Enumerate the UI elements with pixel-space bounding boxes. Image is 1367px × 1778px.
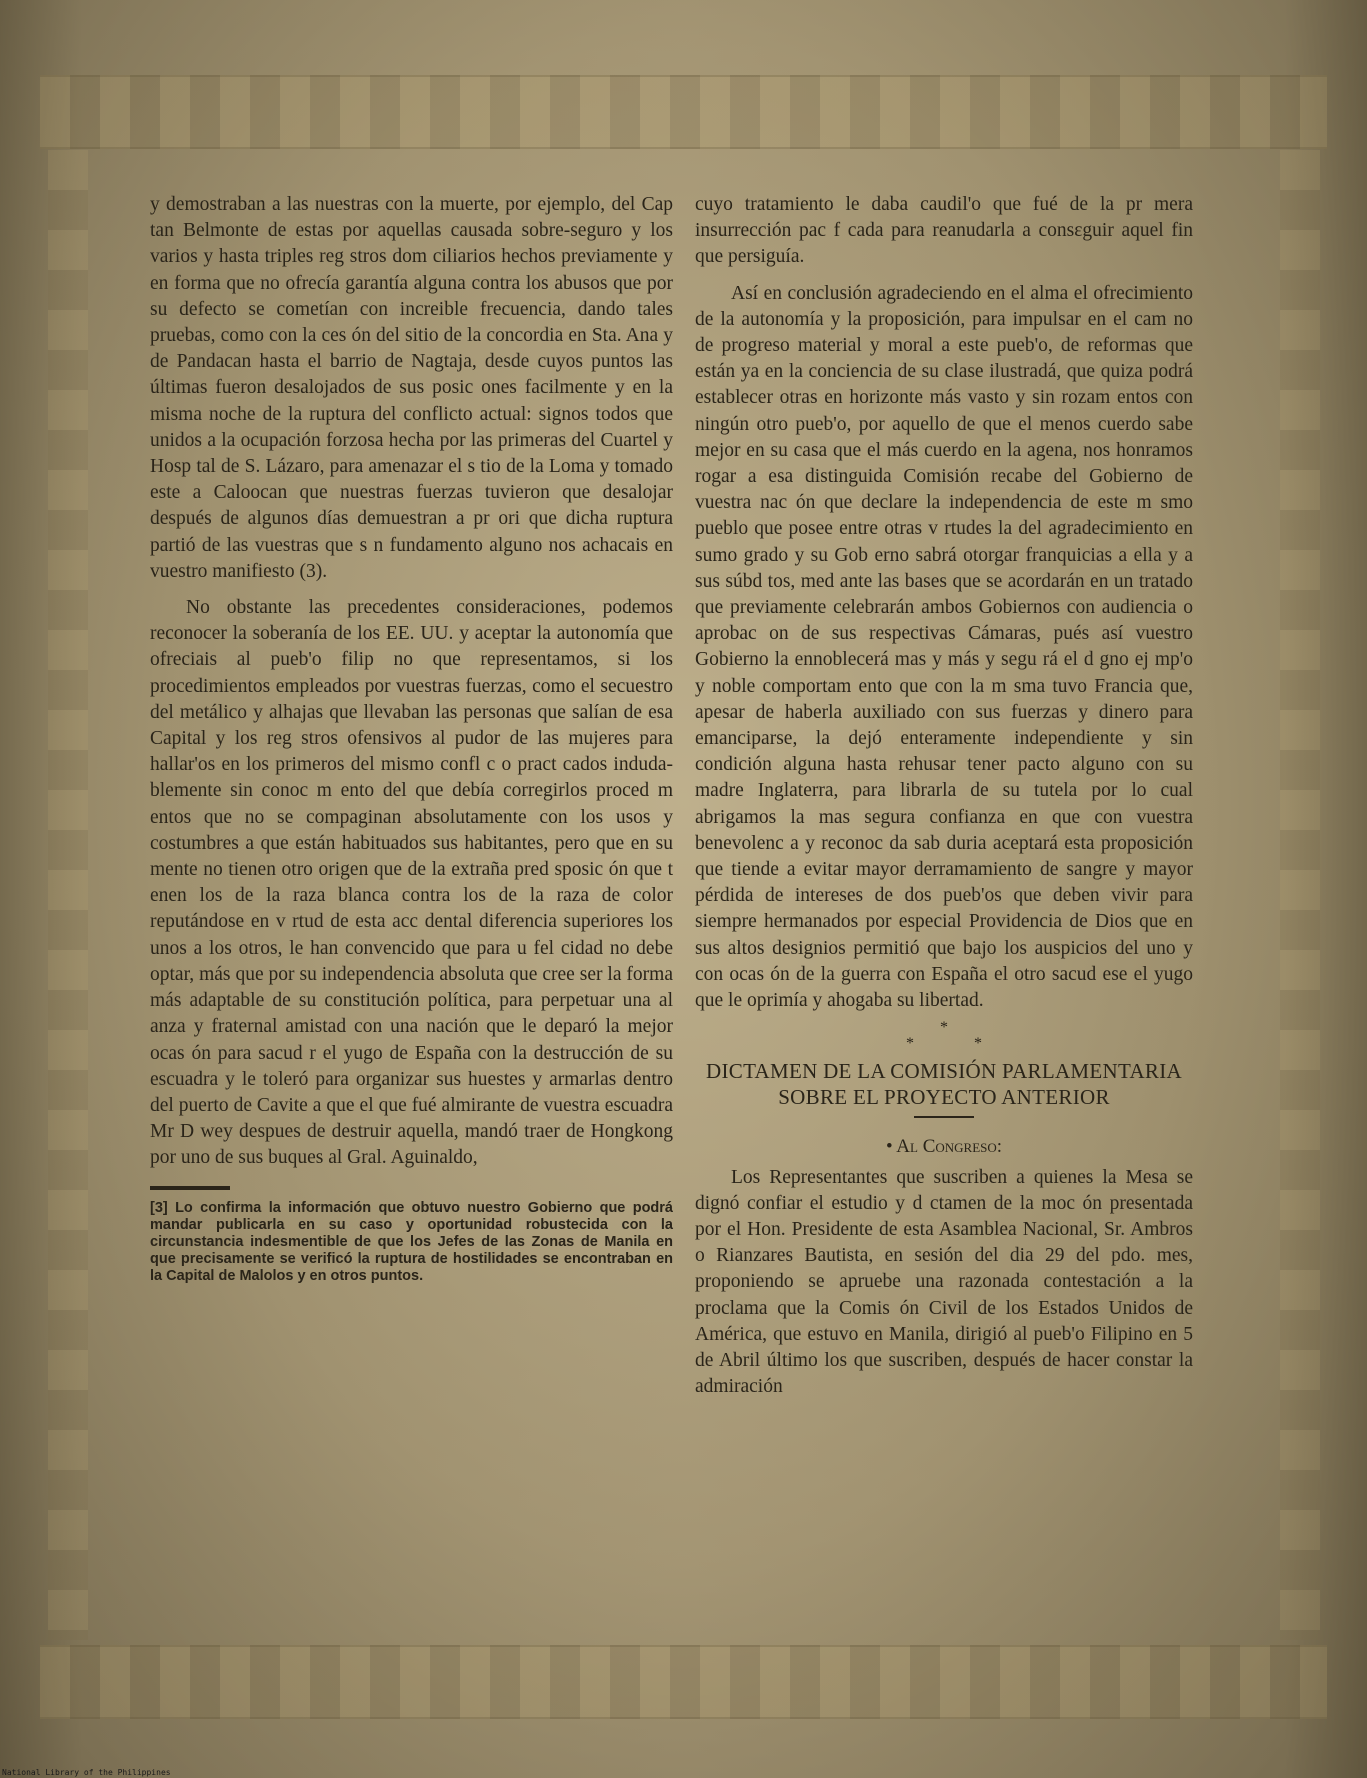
heading-line-2: SOBRE EL PROYECTO ANTERIOR <box>778 1085 1110 1110</box>
heading-line-1: DICTAMEN DE LA COMISIÓN PARLAMENTARIA <box>706 1059 1182 1084</box>
section-heading <box>695 1058 1193 1110</box>
library-credit: National Library of the Philippines <box>2 1768 171 1777</box>
decorative-left-border <box>48 150 88 1640</box>
decorative-top-border <box>40 75 1327 149</box>
heading-rule <box>914 1116 974 1118</box>
left-paragraph-2: No obstante las precedentes consideraciones, podemos reconocer la soberanía de los EE. UU. y aceptar la autonomía que ofreciais al pueb'o filip no que representamos, si los procedimientos empleados por vuestras fuerzas, como el secuestro del metálico y alhajas que llevaban las personas que salían de esa Capital y los reg stros ofensivos al pudor de las mujeres para hallar'os en los primeros del mismo confl c o pract cados induda-blemente sin conoc m ento del que debía corregirlos proced m entos que no se compaginan absolutamente con los usos y costumbres a que están habituados sus habitantes, pero que en su mente no tienen otro origen que de la extraña pred sposic ón que t enen los de la raza blanca contra los de la raza de color reputándose en v rtud de esta acc dental diferencia superiores los unos a los otros, le han convencido que para u fel cidad no debe optar, más que por su independencia absoluta que cree ser la forma más adaptable de su constitución política, para perpetuar una al anza y fraternal amistad con una nación que le deparó la mejor ocas ón para sacud r el yugo de España con la destrucción de su escuadra y le toleró para organizar sus huestes y armarlas dentro del puerto de Cavite a que el que fué almirante de vuestra escuadra Mr D wey despues de destruir aquella, mandó traer de Hongkong por uno de sus buques al Gral. Aguinaldo, <box>150 597 673 1169</box>
stars-line-1: * <box>940 1019 948 1037</box>
footnote: [3] Lo confirma la información que obtuvo nuestro Gobierno que podrá mandar publicarla en su caso y oportunidad robustecida con la circunstancia indesmentible de que los Jefes de las Zonas de Manila en que precisamente se verificó la ruptura de hostilidades se encontraban en la Capital de Malolos y en otros puntos. <box>150 1199 673 1284</box>
left-column <box>150 192 673 1285</box>
decorative-right-border <box>1280 150 1320 1640</box>
right-paragraph-3: Los Representantes que suscriben a quienes la Mesa se dignó confiar el estudio y d ctamen de la moc ón presentada por el Hon. Presidente de esta Asamblea Nacional, Sr. Ambros o Rianzares Bautista, en sesión del dia 29 del pdo. mes, proponiendo se apruebe una razonada contestación a la proclama que la Comis ón Civil de los Estados Unidos de América, que estuvo en Manila, dirigió al pueb'o Filipino en 5 de Abril último los que suscriben, después de hacer constar la admiración <box>695 1166 1193 1398</box>
section-separator <box>695 1020 1193 1052</box>
footnote-rule <box>150 1186 230 1190</box>
salutation: • Al Congreso: <box>885 1136 1003 1158</box>
stars-line-2: * * <box>906 1035 1010 1053</box>
right-paragraph-2: Así en conclusión agradeciendo en el alma el ofrecimiento de la autonomía y la proposición, para impulsar en el cam no de progreso material y moral a este pueb'o, de reformas que están ya en la conciencia de su clase ilustradá, que quiza podrá establecer otras en horizonte más vasto y sin rozam entos con ningún otro pueb'o, por aquello de que el menos cuerdo sabe mejor en su casa que el más cuerdo en la agena, nos honramos rogar a esa distinguida Comisión recabe del Gobierno de vuestra nac ón que declare la independencia de este m smo pueblo que posee entre otras v rtudes la del agradecimiento en sumo grado y su Gob erno sabrá otorgar franquicias a ella y a sus súbd tos, med ante las bases que se acordarán en un tratado que previamente celebrarán ambos Gobiernos con audiencia o aprobac on de sus respectivas Cámaras, pués así vuestro Gobierno la ennoblecerá mas y más y segu rá el d gno ej mp'o y noble comportam ento que con la m sma tuvo Francia que, apesar de haberla auxiliado con sus fuerzas y dinero para emanciparse, la dejó enteramente independiente y sin condición alguna hasta rehusar tener pacto alguno con su madre Inglaterra, para librarla de su tutela por lo cual abrigamos la mas segura confianza en que con vuestra benevolenc a y reconoc da sab duria aceptará esta proposición que tiende a evitar mayor derramamiento de sangre y mayor pérdida de intereses de dos pueb'os que deben vivir para siempre hermanados por especial Providencia de Dios que en sus altos designios permitió que bajo los auspicios del uno y con ocas ón de la guerra con España el otro sacud ese el yugo que le oprimía y ahogaba su libertad. <box>695 282 1193 1012</box>
decorative-bottom-border <box>40 1645 1327 1719</box>
right-column <box>695 192 1193 1400</box>
right-paragraph-1: cuyo tratamiento le daba caudil'o que fué de la pr mera insurrección pac f cada para reanudarla a consεguir aquel fin que persiguía. <box>695 194 1193 268</box>
left-paragraph-1: y demostraban a las nuestras con la muerte, por ejemplo, del Cap tan Belmonte de estas por aquellas causada sobre-seguro y los varios y hasta triples reg stros dom ciliarios hechos previamente y en forma que no ofrecía garantía alguna contra los abusos que por su defecto se cometían con increible frecuencia, dando tales pruebas, como con la ces ón del sitio de la concordia en Sta. Ana y de Pandacan hasta el barrio de Nagtaja, desde cuyos puntos las últimas fueron desalojados de sus posic ones facilmente y en la misma noche de la ruptura del conflicto actual: signos todos que unidos a la ocupación forzosa hecha por las primeras del Cuartel y Hosp tal de S. Lázaro, para amenazar el s tio de la Loma y tomado este a Caloocan que nuestras fuerzas tuvieron que desalojar después de algunos días demuestran a pr ori que dicha ruptura partió de las vuestras que s n fundamento alguno nos achacais en vuestro manifiesto (3). <box>150 194 673 582</box>
